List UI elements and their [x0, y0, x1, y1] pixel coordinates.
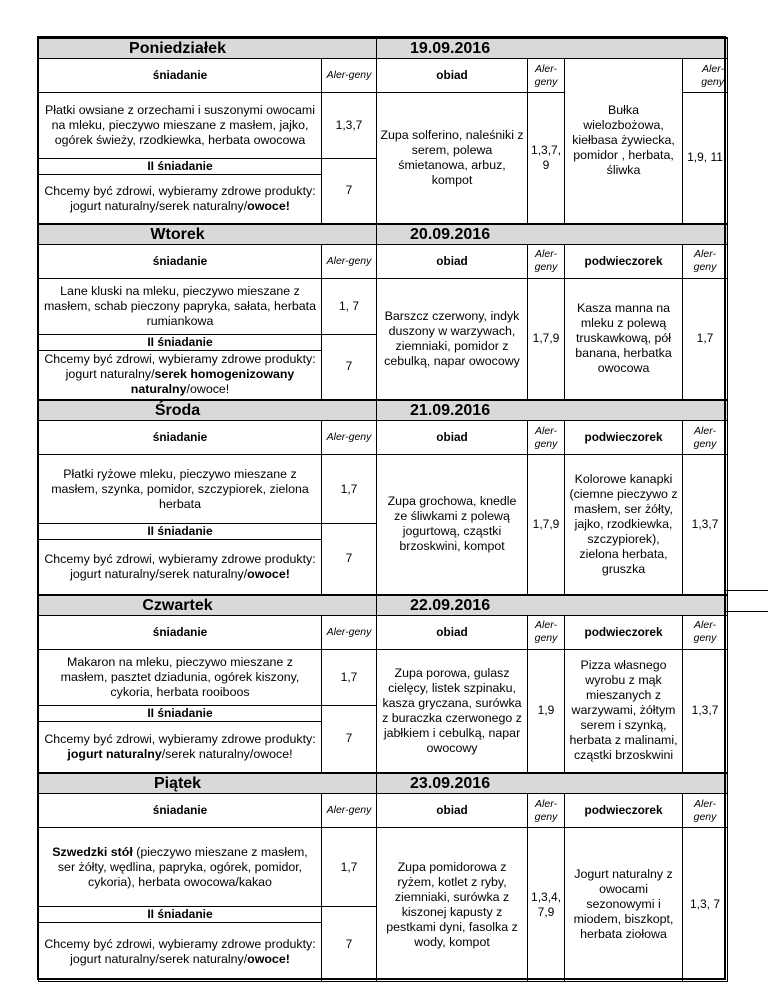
page-edge-line [726, 590, 768, 591]
day-header-row [39, 38, 728, 59]
allergens-header: Aler-geny [683, 421, 728, 455]
snack-cell: Kolorowe kanapki (ciemne pieczywo z masłem, ser żółty, jajko, rzodkiewka, szczypiorek), zielona herbata, gruszka [565, 455, 683, 595]
second-breakfast-text: Chcemy być zdrowi, wybieramy zdrowe produkty: jogurt naturalny/ [44, 352, 316, 382]
second-breakfast-text: Chcemy być zdrowi, wybieramy zdrowe produkty: [44, 731, 316, 746]
allergens-header: Aler-geny [683, 615, 728, 649]
second-breakfast-header: II śniadanie [39, 907, 322, 923]
breakfast-header: śniadanie [39, 421, 322, 455]
day-date: 20.09.2016 [377, 224, 728, 245]
day-name: Poniedziałek [39, 38, 377, 59]
day-header-row [39, 224, 728, 245]
second-breakfast-cell [39, 350, 322, 400]
second-breakfast-highlight: owoce! [247, 198, 290, 213]
day-header-row [39, 595, 728, 616]
day-name: Wtorek [39, 224, 377, 245]
second-breakfast-text-end: /serek naturalny/owoce! [161, 746, 293, 761]
lunch-header: obiad [377, 794, 528, 828]
page-edge-line [726, 611, 768, 612]
allergens-header: Aler-geny [322, 59, 377, 93]
second-breakfast-header: II śniadanie [39, 159, 322, 175]
lunch-header: obiad [377, 615, 528, 649]
breakfast-text: (pieczywo mieszane z masłem, ser żółty, wędlina, papryka, ogórek, pomidor, cykoria), herbata owocowa/kakao [57, 844, 308, 889]
breakfast-header: śniadanie [39, 244, 322, 278]
second-breakfast-header: II śniadanie [39, 705, 322, 721]
breakfast-text: Lane kluski na mleku, pieczywo mieszane z masłem, schab pieczony papryka, sałata, herbata rumiankowa [43, 283, 317, 328]
breakfast-allergens: 1,7 [322, 649, 377, 705]
snack-allergens: 1,3, 7 [683, 828, 728, 982]
allergens-header: Aler-geny [528, 59, 565, 93]
second-breakfast-cell [39, 175, 322, 224]
allergens-header: Aler-geny [322, 615, 377, 649]
lunch-header: obiad [377, 59, 528, 93]
day-name: Środa [39, 400, 377, 421]
allergens-header: Aler-geny [683, 59, 728, 93]
snack-cell: Pizza własnego wyrobu z mąk mieszanych z warzywami, żółtym serem i szynką, herbata z malinami, cząstki brzoskwini [565, 649, 683, 773]
breakfast-allergens: 1,7 [322, 828, 377, 907]
second-breakfast-cell [39, 721, 322, 773]
snack-allergens: 1,3,7 [683, 455, 728, 595]
menu-table [38, 37, 728, 982]
breakfast-highlight: Szwedzki stół [52, 844, 133, 859]
allergens-header: Aler-geny [322, 794, 377, 828]
lunch-allergens: 1,3,7, 9 [528, 93, 565, 224]
snack-header: podwieczorek [565, 794, 683, 828]
second-breakfast-text: Chcemy być zdrowi, wybieramy zdrowe produkty: jogurt naturalny/serek naturalny/ [44, 183, 316, 213]
day-header-row [39, 400, 728, 421]
allergens-header: Aler-geny [322, 244, 377, 278]
day-date: 21.09.2016 [377, 400, 728, 421]
lunch-cell: Zupa grochowa, knedle ze śliwkami z polewą jogurtową, cząstki brzoskwini, kompot [377, 455, 528, 595]
lunch-cell: Zupa solferino, naleśniki z serem, polewa śmietanowa, arbuz, kompot [377, 93, 528, 224]
snack-header: podwieczorek [565, 615, 683, 649]
breakfast-cell [39, 93, 322, 159]
breakfast-text: Makaron na mleku, pieczywo mieszane z masłem, pasztet dziadunia, ogórek kiszony, cykoria, herbata rooiboos [60, 654, 300, 699]
lunch-header: obiad [377, 421, 528, 455]
second-breakfast-highlight: serek homogenizowany naturalny [130, 367, 295, 397]
breakfast-allergens: 1,7 [322, 455, 377, 524]
snack-cell: Jogurt naturalny z owocami sezonowymi i miodem, biszkopt, herbata ziołowa [565, 828, 683, 982]
second-breakfast-highlight: owoce! [247, 566, 290, 581]
snack-header: podwieczorek [565, 244, 683, 278]
breakfast-cell [39, 278, 322, 334]
allergens-header: Aler-geny [683, 794, 728, 828]
second-breakfast-header: II śniadanie [39, 524, 322, 540]
lunch-cell: Zupa pomidorowa z ryżem, kotlet z ryby, ziemniaki, surówka z kiszonej kapusty z pestkami dyni, fasolka z wody, kompot [377, 828, 528, 982]
second-breakfast-text-end: /owoce! [186, 382, 230, 397]
breakfast-cell [39, 828, 322, 907]
second-breakfast-allergens: 7 [322, 159, 377, 224]
second-breakfast-header: II śniadanie [39, 334, 322, 350]
allergens-header: Aler-geny [322, 421, 377, 455]
second-breakfast-text: Chcemy być zdrowi, wybieramy zdrowe produkty: jogurt naturalny/serek naturalny/ [44, 937, 316, 966]
second-breakfast-cell [39, 923, 322, 982]
snack-allergens: 1,9, 11 [683, 93, 728, 224]
allergens-header: Aler-geny [528, 615, 565, 649]
day-name: Piątek [39, 773, 377, 794]
breakfast-header: śniadanie [39, 615, 322, 649]
lunch-allergens: 1,7,9 [528, 278, 565, 400]
allergens-header: Aler-geny [528, 794, 565, 828]
day-date: 19.09.2016 [377, 38, 728, 59]
lunch-cell: Zupa porowa, gulasz cielęcy, listek szpinaku, kasza gryczana, surówka z buraczka czerwonego z jabłkiem i cebulką, napar owocowy [377, 649, 528, 773]
breakfast-allergens: 1, 7 [322, 278, 377, 334]
second-breakfast-allergens: 7 [322, 334, 377, 400]
breakfast-header: śniadanie [39, 59, 322, 93]
allergens-header: Aler-geny [528, 244, 565, 278]
day-name: Czwartek [39, 595, 377, 616]
lunch-allergens: 1,9 [528, 649, 565, 773]
day-date: 23.09.2016 [377, 773, 728, 794]
second-breakfast-text: Chcemy być zdrowi, wybieramy zdrowe produkty: jogurt naturalny/serek naturalny/ [44, 551, 316, 581]
snack-header: podwieczorek [565, 421, 683, 455]
lunch-allergens: 1,3,4, 7,9 [528, 828, 565, 982]
snack-allergens: 1,7 [683, 278, 728, 400]
lunch-allergens: 1,7,9 [528, 455, 565, 595]
day-header-row [39, 773, 728, 794]
breakfast-allergens: 1,3,7 [322, 93, 377, 159]
second-breakfast-cell [39, 540, 322, 595]
breakfast-cell [39, 649, 322, 705]
snack-cell: Kasza manna na mleku z polewą truskawkową, pół banana, herbatka owocowa [565, 278, 683, 400]
breakfast-header: śniadanie [39, 794, 322, 828]
second-breakfast-allergens: 7 [322, 705, 377, 773]
second-breakfast-allergens: 7 [322, 907, 377, 982]
lunch-header: obiad [377, 244, 528, 278]
lunch-cell: Barszcz czerwony, indyk duszony w warzywach, ziemniaki, pomidor z cebulką, napar owocowy [377, 278, 528, 400]
snack-allergens: 1,3,7 [683, 649, 728, 773]
day-date: 22.09.2016 [377, 595, 728, 616]
breakfast-text: Płatki ryżowe mleku, pieczywo mieszane z masłem, szynka, pomidor, szczypiorek, zielona herbata [51, 466, 309, 511]
second-breakfast-highlight: owoce! [247, 952, 290, 966]
allergens-header: Aler-geny [528, 421, 565, 455]
breakfast-text: Płatki owsiane z orzechami i suszonymi owocami na mleku, pieczywo mieszane z masłem, jajko, ogórek świeży, rzodkiewka, herbata owocowa [45, 103, 315, 147]
menu-body [39, 38, 728, 982]
breakfast-cell [39, 455, 322, 524]
second-breakfast-highlight: jogurt naturalny [67, 746, 162, 761]
allergens-header: Aler-geny [683, 244, 728, 278]
second-breakfast-allergens: 7 [322, 524, 377, 595]
snack-cell: Bułka wielozbożowa, kiełbasa żywiecka, pomidor , herbata, śliwka [565, 59, 683, 224]
